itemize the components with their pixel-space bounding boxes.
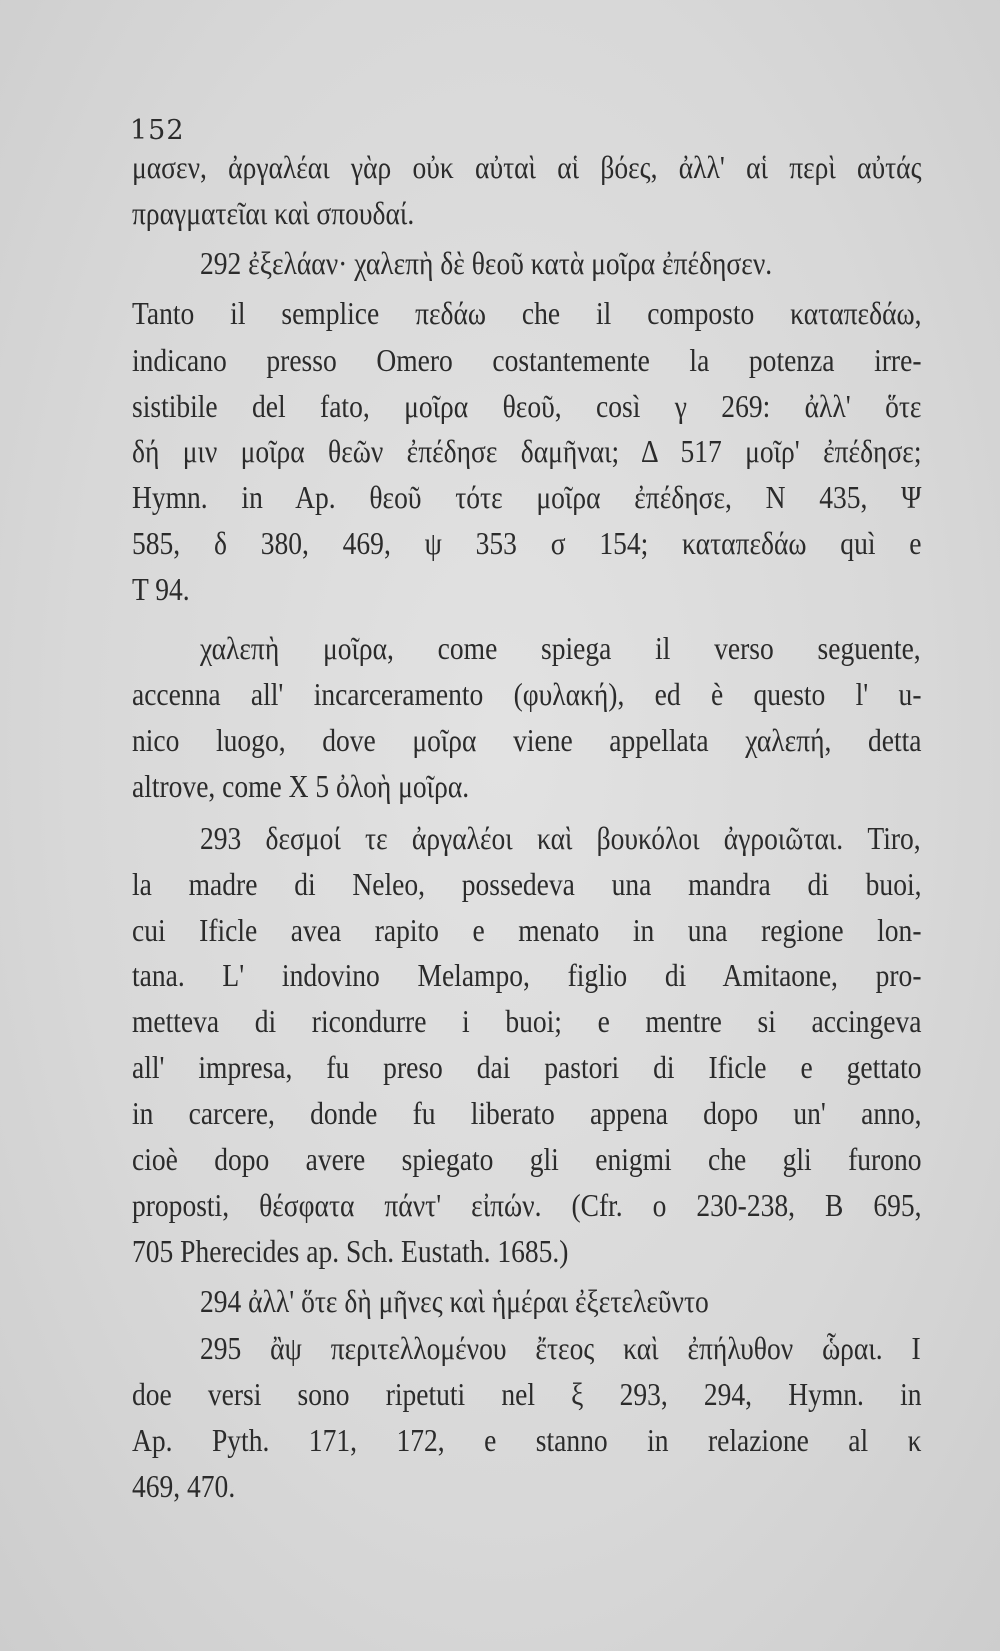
text-line: 293 δεσμοί τε ἀργαλέοι καὶ βουκόλοι ἀγροιῶται. Tiro, (200, 820, 921, 856)
text-line: 295 ἂψ περιτελλομένου ἔτεος καὶ ἐπήλυθον ὧραι. I (200, 1330, 921, 1366)
text-line: la madre di Neleo, possedeva una mandra di buoi, (132, 866, 922, 902)
text-line: indicano presso Omero costantemente la potenza irre- (132, 342, 922, 378)
text-line: δή μιν μοῖρα θεῶν ἐπέδησε δαμῆναι; Δ 517 μοῖρ' ἐπέδησε; (132, 433, 922, 469)
text-line: χαλεπὴ μοῖρα, come spiega il verso seguente, (200, 630, 921, 666)
text-line: Hymn. in Ap. θεοῦ τότε μοῖρα ἐπέδησε, N 435, Ψ (132, 479, 922, 515)
text-line: cui Ificle avea rapito e menato in una regione lon- (132, 912, 922, 948)
text-line: 292 ἐξελάαν· χαλεπὴ δὲ θεοῦ κατὰ μοῖρα ἐπέδησεν. (200, 245, 773, 281)
text-line: proposti, θέσφατα πάντ' εἰπών. (Cfr. ο 230-238, B 695, (132, 1187, 922, 1223)
text-line: nico luogo, dove μοῖρα viene appellata χαλεπή, detta (132, 722, 922, 758)
text-line: 705 Pherecides ap. Sch. Eustath. 1685.) (132, 1233, 569, 1269)
text-line: metteva di ricondurre i buoi; e mentre si accingeva (132, 1003, 922, 1039)
text-line: sistibile del fato, μοῖρα θεοῦ, così γ 269: ἀλλ' ὅτε (132, 388, 922, 424)
text-line: T 94. (132, 571, 190, 607)
text-line: altrove, come X 5 ὀλοὴ μοῖρα. (132, 768, 470, 804)
text-line: 585, δ 380, 469, ψ 353 σ 154; καταπεδάω quì e (132, 525, 922, 561)
text-line: Tanto il semplice πεδάω che il composto καταπεδάω, (132, 295, 922, 331)
text-line: Ap. Pyth. 171, 172, e stanno in relazione al κ (132, 1422, 922, 1458)
text-line: in carcere, donde fu liberato appena dopo un' anno, (132, 1095, 922, 1131)
text-line: tana. L' indovino Melampo, figlio di Amitaone, pro- (132, 957, 922, 993)
text-line: 294 ἀλλ' ὅτε δὴ μῆνες καὶ ἡμέραι ἐξετελεῦντο (200, 1283, 709, 1319)
text-line: all' impresa, fu preso dai pastori di Ificle e gettato (132, 1049, 922, 1085)
page-number: 152 (130, 115, 185, 146)
text-line: μασεν, ἀργαλέαι γὰρ οὐκ αὐταὶ αἱ βόες, ἀλλ' αἱ περὶ αὐτάς (132, 149, 922, 185)
text-line: cioè dopo avere spiegato gli enigmi che gli furono (132, 1141, 922, 1177)
text-line: 469, 470. (132, 1468, 236, 1504)
text-line: πραγματεῖαι καὶ σπουδαί. (132, 195, 415, 231)
text-line: doe versi sono ripetuti nel ξ 293, 294, Hymn. in (132, 1376, 922, 1412)
text-line: accenna all' incarceramento (φυλακή), ed è questo l' u- (132, 676, 922, 712)
